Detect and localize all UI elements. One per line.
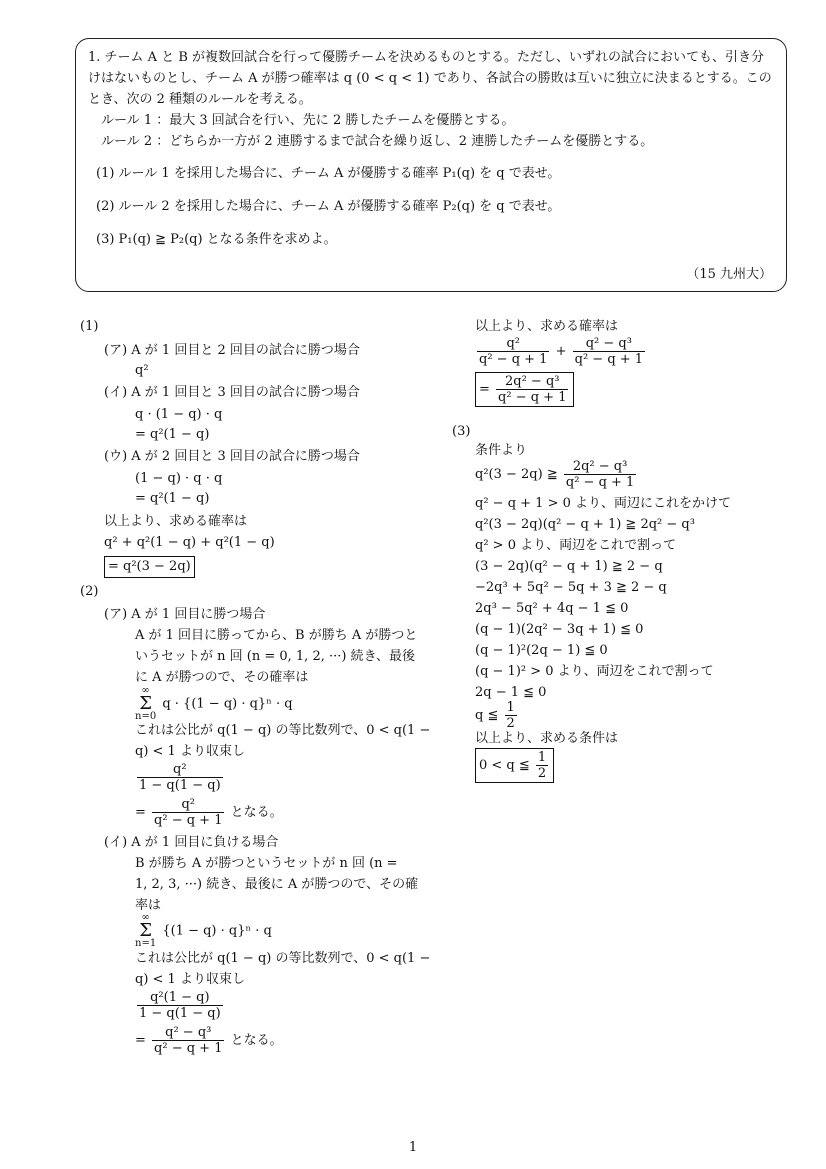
sol3-line-12: 2q − 1 ≦ 0 xyxy=(475,685,547,700)
sol1-case-b-heading: (イ) A が 1 回目と 3 回目の試合に勝つ場合 xyxy=(104,385,360,400)
problem-line-2: けはないものとし、チーム A が勝つ確率は q (0 < q < 1) であり、各試合の勝敗は互いに独立に決まるとする。この xyxy=(88,71,772,86)
sol2-case-b-text-3: 率は xyxy=(135,898,162,913)
sol3-line-11: (q − 1)² > 0 より、両辺をこれで割って xyxy=(475,664,714,679)
frac-den: q² − q + 1 xyxy=(574,352,644,367)
series-body: {(1 − q) · q}ⁿ · q xyxy=(162,923,272,939)
sol2-label: (2) xyxy=(80,584,99,599)
sol1-case-b-result: = q²(1 − q) xyxy=(135,427,210,442)
sol3-line-8: 2q³ − 5q² + 4q − 1 ≦ 0 xyxy=(475,601,629,616)
frac-num: 2q² − q³ xyxy=(496,374,568,390)
sol2-case-a-frac-2: = $\frac{\text{q²}}{\text{q² − q + 1}}$ となる。 xyxy=(135,797,283,828)
sol2-case-b-text-1: B が勝ち A が勝つというセットが n 回 (n = xyxy=(135,856,398,871)
sigma-symbol: ∞ Σ n=0 xyxy=(135,685,157,722)
sol2-answer xyxy=(475,372,574,407)
sigma-lower: n=1 xyxy=(135,938,157,949)
sol1-answer xyxy=(104,556,195,578)
sol3-answer-box xyxy=(475,748,554,783)
rule-2: ルール 2 ：どちらか一方が 2 連勝するまで試合を繰り返し、2 連勝したチームを優勝とする。 xyxy=(88,134,654,149)
sol3-line-6: (3 − 2q)(q² − q + 1) ≧ 2 − q xyxy=(475,559,663,574)
sol1-sum: q² + q²(1 − q) + q²(1 − q) xyxy=(104,535,275,550)
sigma-lower: n=0 xyxy=(135,711,157,722)
sol3-line-13 xyxy=(475,700,519,731)
sol1-case-c-expr: (1 − q) · q · q xyxy=(135,471,223,486)
sol2-case-a-series xyxy=(135,686,293,722)
sol2-case-a-text-1: A が 1 回目に勝ってから、B が勝ち A が勝つと xyxy=(135,628,418,643)
sol3-line-10: (q − 1)²(2q − 1) ≦ 0 xyxy=(475,643,608,658)
inequality-lhs: q²(3 − 2q) ≧ xyxy=(475,467,558,482)
question-1: (1) ルール 1 を採用した場合に、チーム A が優勝する確率 P₁(q) を q で表せ。 xyxy=(96,166,561,181)
series-body: q · {(1 − q) · q}ⁿ · q xyxy=(162,696,293,712)
sol1-case-c-heading: (ウ) A が 2 回目と 3 回目の試合に勝つ場合 xyxy=(104,449,360,464)
frac-num: 2q² − q³ xyxy=(564,459,636,475)
frac-den: q² − q + 1 xyxy=(154,813,223,828)
sol3-line-1: 条件より xyxy=(475,443,528,458)
sol2-case-b-series xyxy=(135,913,272,949)
source-citation: （15 九州大） xyxy=(686,267,772,282)
frac-num: 1 xyxy=(537,750,547,765)
frac-den: 1 − q(1 − q) xyxy=(139,778,221,793)
question-2: (2) ルール 2 を採用した場合に、チーム A が優勝する確率 P₂(q) を q で表せ。 xyxy=(96,199,561,214)
sol1-case-a-heading: (ア) A が 1 回目と 2 回目の試合に勝つ場合 xyxy=(104,343,360,358)
frac-den: 2 xyxy=(537,766,547,781)
frac-den: q² − q + 1 xyxy=(565,475,635,490)
page-number: 1 xyxy=(408,1140,418,1155)
sol2-case-a-frac-1 xyxy=(135,762,225,793)
sol2-case-a-text-3: に A が勝つので、その確率は xyxy=(135,670,309,685)
sol3-line-5: q² > 0 より、両辺をこれで割って xyxy=(475,538,677,553)
sol2-case-a-heading: (ア) A が 1 回目に勝つ場合 xyxy=(104,607,266,622)
sol3-label: (3) xyxy=(452,424,471,439)
sol2-conclusion: 以上より、求める確率は xyxy=(475,319,619,334)
sol1-answer-box: = q²(3 − 2q) xyxy=(104,556,195,578)
frac-num: q² xyxy=(137,762,223,778)
question-3: (3) P₁(q) ≧ P₂(q) となる条件を求めよ。 xyxy=(96,232,337,247)
sol1-case-b-expr: q · (1 − q) · q xyxy=(135,407,223,422)
frac-den: 1 − q(1 − q) xyxy=(139,1006,221,1021)
frac-den: 2 xyxy=(506,716,515,731)
frac-num: q² − q³ xyxy=(573,336,645,352)
frac-num: q² − q³ xyxy=(152,1025,224,1041)
sigma-upper: ∞ xyxy=(141,912,150,923)
frac-den: q² − q + 1 xyxy=(479,352,548,367)
sol1-case-c-result: = q²(1 − q) xyxy=(135,491,210,506)
sigma-upper: ∞ xyxy=(141,685,150,696)
problem-line-3: とき、次の 2 種類のルールを考える。 xyxy=(88,92,312,107)
sol2-case-b-text-4: これは公比が q(1 − q) の等比数列で、0 < q(1 − xyxy=(135,951,431,966)
frac-den: q² − q + 1 xyxy=(498,390,567,405)
sentence-tail: となる。 xyxy=(230,805,283,820)
sentence-tail: となる。 xyxy=(230,1033,283,1048)
sol3-line-4: q²(3 − 2q)(q² − q + 1) ≧ 2q² − q³ xyxy=(475,517,695,532)
sol3-line-14: 以上より、求める条件は xyxy=(475,731,619,746)
sigma-symbol: ∞ Σ n=1 xyxy=(135,912,157,949)
sol2-case-b-frac-1 xyxy=(135,990,225,1021)
sol2-case-b-heading: (イ) A が 1 回目に負ける場合 xyxy=(104,835,279,850)
sol3-line-7: −2q³ + 5q² − 5q + 3 ≧ 2 − q xyxy=(475,580,667,595)
sol2-case-b-text-5: q) < 1 より収束し xyxy=(135,972,245,987)
problem-line-1: 1. チーム A と B が複数回試合を行って優勝チームを決めるものとする。ただし、いずれの試合においても、引き分 xyxy=(88,50,765,65)
sol2-answer-box: = $\frac{\text{2q² − q³}}{\text{q² − q + 1}}$ xyxy=(475,372,574,407)
sol2-case-b-text-2: 1, 2, 3, ···) 続き、最後に A が勝つので、その確 xyxy=(135,877,419,892)
sol2-case-b-frac-2: = $\frac{\text{q² − q³}}{\text{q² − q + 1}}$ となる。 xyxy=(135,1025,283,1056)
answer-lhs: 0 < q ≦ xyxy=(479,758,530,773)
sol3-line-2 xyxy=(475,459,638,490)
sol1-case-a-expr: q² xyxy=(135,363,149,378)
sol3-line-9: (q − 1)(2q² − 3q + 1) ≦ 0 xyxy=(475,622,644,637)
frac-num: q²(1 − q) xyxy=(137,990,223,1006)
sol2-sum-fracs: $\frac{\text{q²}}{\text{q² − q + 1}}$ + $\frac{\text{q² − q³}}{\text{q² − q + 1}}$ xyxy=(479,336,644,367)
frac-num: q² xyxy=(152,797,224,813)
frac-num: q² xyxy=(477,336,549,352)
sol1-conclusion: 以上より、求める確率は xyxy=(104,514,248,529)
problem-box xyxy=(75,38,787,292)
sol2-case-a-text-5: q) < 1 より収束し xyxy=(135,744,245,759)
sol3-answer xyxy=(475,748,554,783)
inequality-lhs: q ≦ xyxy=(475,708,499,723)
rule-1: ルール 1 ：最大 3 回試合を行い、先に 2 勝したチームを優勝とする。 xyxy=(88,113,515,128)
sol2-case-a-text-4: これは公比が q(1 − q) の等比数列で、0 < q(1 − xyxy=(135,723,431,738)
frac-num: 1 xyxy=(506,700,515,715)
sol2-case-a-text-2: いうセットが n 回 (n = 0, 1, 2, ···) 続き、最後 xyxy=(135,649,416,664)
sol3-line-3: q² − q + 1 > 0 より、両辺にこれをかけて xyxy=(475,496,732,511)
frac-den: q² − q + 1 xyxy=(154,1041,223,1056)
sol1-label: (1) xyxy=(80,319,99,334)
